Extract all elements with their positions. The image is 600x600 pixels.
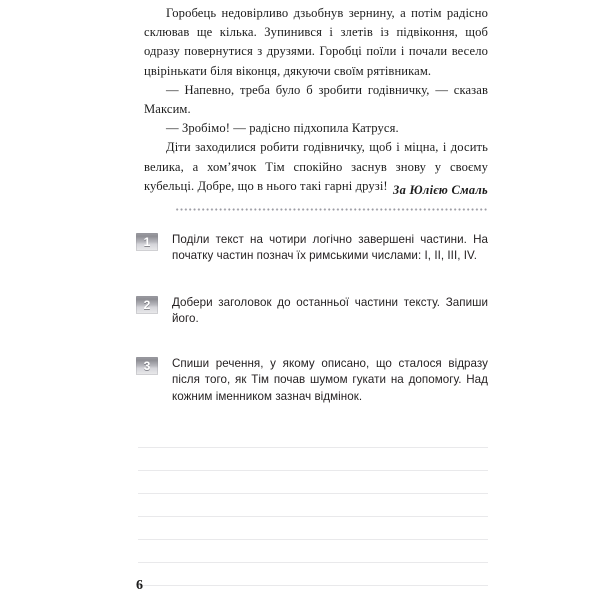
dotted-separator (175, 208, 488, 211)
task-number-badge-3 (136, 357, 158, 375)
page-number: 6 (136, 578, 143, 593)
passage-paragraph-2: — Напевно, треба було б зробити годівничку, — сказав Максим. (144, 82, 488, 117)
answer-line[interactable] (138, 517, 488, 540)
task-number-badge-1 (136, 233, 158, 251)
task-number-label-1: 1 (143, 234, 151, 249)
reading-passage (144, 4, 488, 196)
answer-line[interactable] (138, 425, 488, 448)
passage-paragraph-4: Діти заходилися робити годівничку, щоб і міцна, і досить велика, а хом’ячок Тім спокійно заснув знову у своєму кубельці. Добре, що в нього такі гарні друзі! (144, 140, 488, 193)
passage-attribution: За Юлією Смаль (393, 183, 488, 197)
answer-line[interactable] (138, 471, 488, 494)
task-item-3 (136, 356, 488, 405)
task-item-2 (136, 295, 488, 328)
passage-paragraph-3: — Зробімо! — радісно підхопила Катруся. (166, 121, 399, 136)
task-item-1 (136, 232, 488, 265)
task-number-label-2: 2 (143, 297, 151, 312)
task-text-2: Добери заголовок до останньої частини тексту. Запиши його. (172, 296, 488, 326)
answer-line[interactable] (138, 563, 488, 586)
answer-line[interactable] (138, 494, 488, 517)
task-number-label-3: 3 (143, 358, 151, 373)
answer-line[interactable] (138, 448, 488, 471)
passage-paragraph-1: Горобець недовірливо дзьобнув зернину, а потім радісно склював ще кілька. Зупинився і злетів із підвіконня, щоб одразу повернутися з друзями. Горобці поїли і почали весело цвірінькати біля віконця, дякуючи своїм рятівникам. (144, 6, 488, 78)
task-number-badge-2 (136, 296, 158, 314)
answer-line[interactable] (138, 540, 488, 563)
task-text-1: Поділи текст на чотири логічно завершені частини. На початку частин познач їх римськими числами: I, II, III, IV. (172, 233, 488, 263)
answer-ruled-lines[interactable] (138, 425, 488, 586)
task-text-3: Спиши речення, у якому описано, що сталося відразу після того, як Тім почав шумом гукати на допомогу. Над кожним іменником зазнач відмінок. (172, 357, 488, 403)
